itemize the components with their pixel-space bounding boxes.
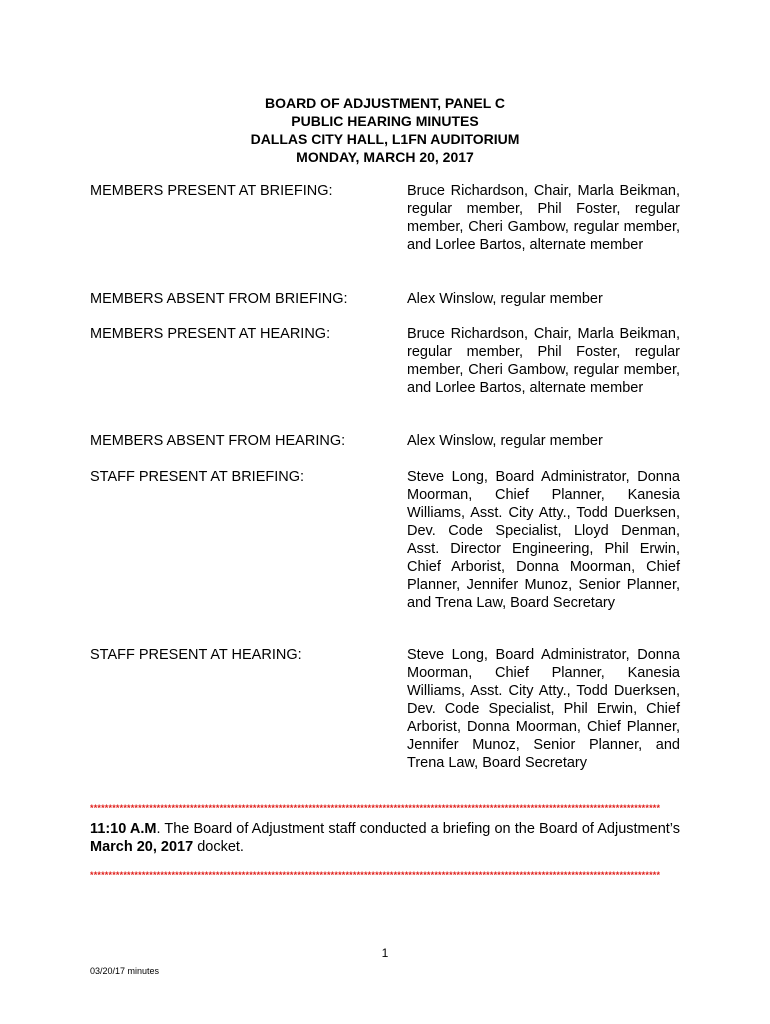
attendance-label: STAFF PRESENT AT BRIEFING: [90, 469, 305, 485]
briefing-text: . The Board of Adjustment staff conducted a briefing on the Board of Adjustment’s [156, 821, 680, 837]
header-board-title: BOARD OF ADJUSTMENT, PANEL C [264, 95, 506, 111]
briefing-paragraph [90, 820, 680, 856]
attendance-label: MEMBERS PRESENT AT BRIEFING: [90, 183, 333, 199]
attendance-value: Bruce Richardson, Chair, Marla Beikman, regular member, Phil Foster, regular member, Cheri Gambow, regular member, and Lorlee Bartos, alternate member [407, 183, 680, 253]
briefing-text-end: docket. [193, 839, 244, 855]
attendance-value: Alex Winslow, regular member [407, 291, 603, 307]
separator-line-top: ********************************************************************************************************************************************************** [90, 803, 661, 813]
attendance-value: Alex Winslow, regular member [407, 433, 603, 449]
header-location: DALLAS CITY HALL, L1FN AUDITORIUM [250, 131, 520, 147]
attendance-label: MEMBERS ABSENT FROM HEARING: [90, 433, 346, 449]
attendance-value: Steve Long, Board Administrator, Donna Moorman, Chief Planner, Kanesia Williams, Asst. City Atty., Todd Duerksen, Dev. Code Specialist, Lloyd Denman, Asst. Director Engineering, Phil Erwin, Chief Arborist, Donna Moorman, Chief Planner, Jennifer Munoz, Senior Planner, and Trena Law, Board Secretary [407, 469, 680, 611]
attendance-value: Bruce Richardson, Chair, Marla Beikman, regular member, Phil Foster, regular member, Cheri Gambow, regular member, and Lorlee Bartos, alternate member [407, 326, 680, 396]
footer-label: 03/20/17 minutes [90, 966, 160, 976]
header-document-type: PUBLIC HEARING MINUTES [291, 113, 479, 129]
attendance-label: STAFF PRESENT AT HEARING: [90, 647, 302, 663]
page-number: 1 [381, 946, 389, 960]
briefing-time: 11:10 A.M [90, 821, 157, 837]
document-header [90, 94, 680, 166]
separator-line-bottom: ********************************************************************************************************************************************************** [90, 870, 661, 880]
attendance-label: MEMBERS PRESENT AT HEARING: [90, 326, 331, 342]
attendance-label: MEMBERS ABSENT FROM BRIEFING: [90, 291, 348, 307]
attendance-value: Steve Long, Board Administrator, Donna Moorman, Chief Planner, Kanesia Williams, Asst. City Atty., Todd Duerksen, Dev. Code Specialist, Phil Erwin, Chief Arborist, Donna Moorman, Chief Planner, Jennifer Munoz, Senior Planner, and Trena Law, Board Secretary [407, 647, 680, 771]
header-date: MONDAY, MARCH 20, 2017 [296, 149, 474, 165]
briefing-docket-date: March 20, 2017 [90, 839, 194, 855]
